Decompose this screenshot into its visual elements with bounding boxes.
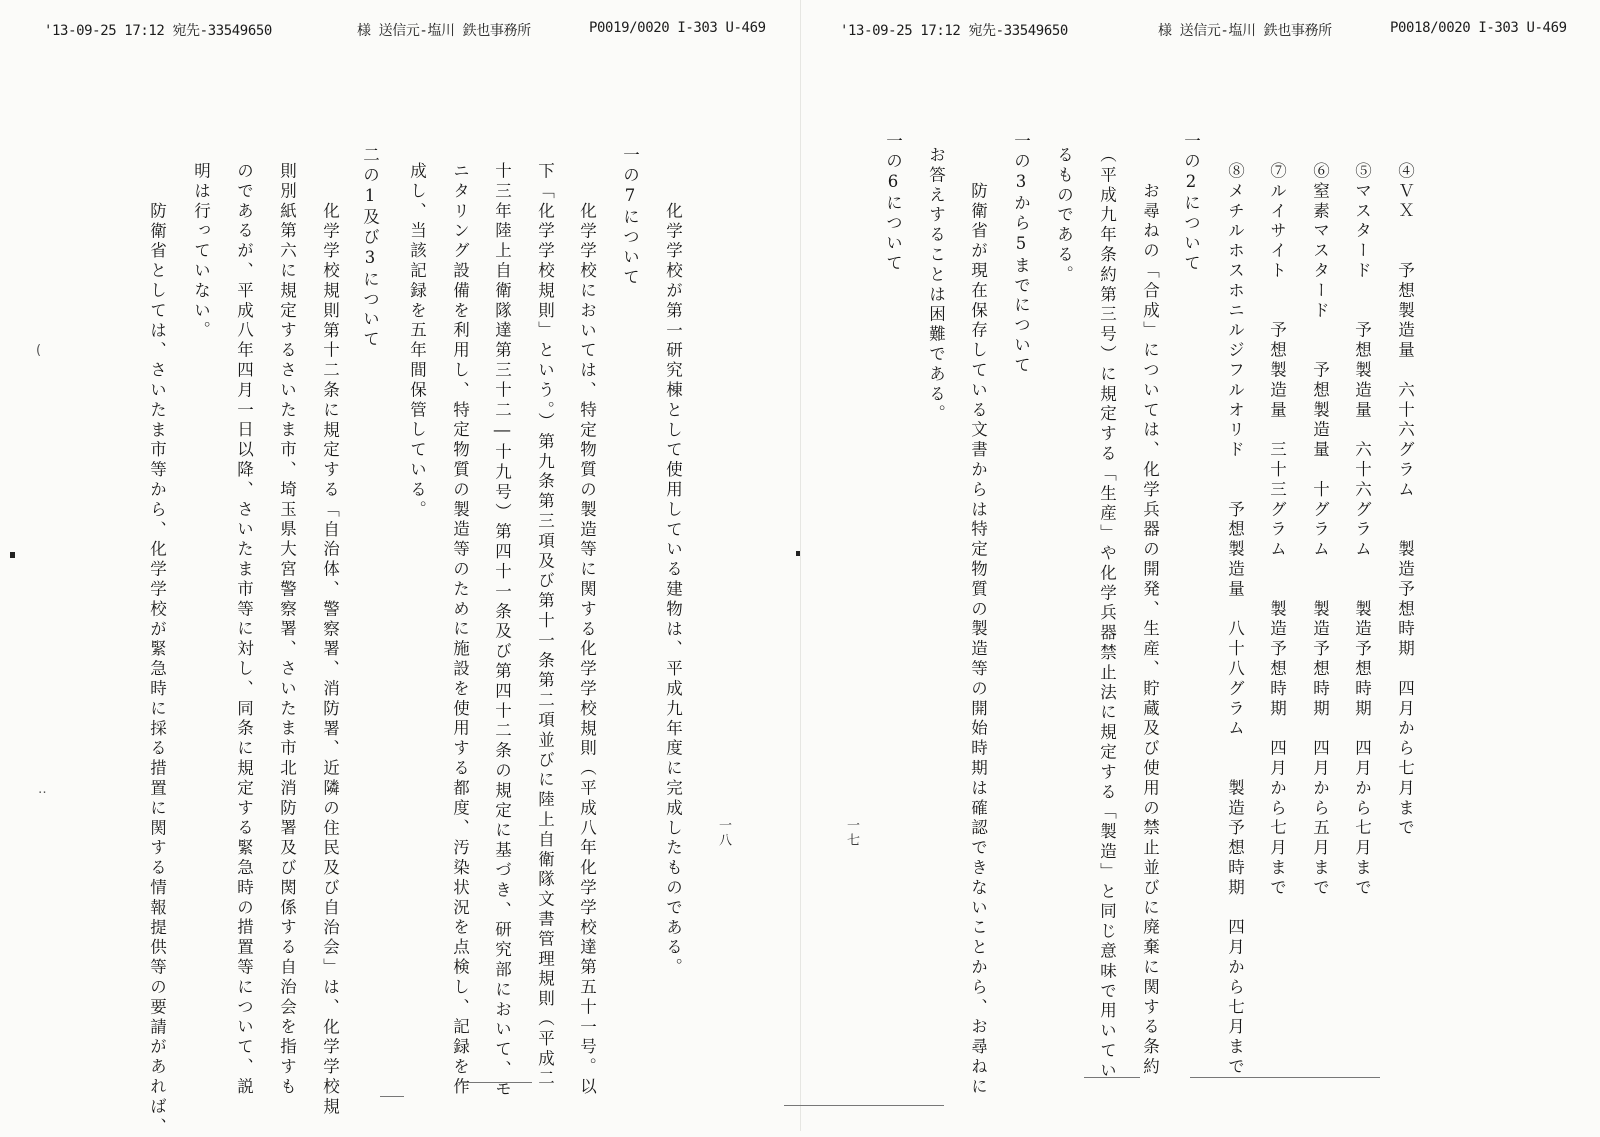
fax-header-right-sender: 様 送信元-塩川 鉄也事務所 (1158, 23, 1332, 39)
text-column: 下「化学学校規則」という。）第九条第三項及び第十一条第二項並びに陸上自衛隊文書管理規則（平成二 (535, 162, 555, 1090)
text-column: 化学学校規則第十二条に規定する「自治体、警察署、消防署、近隣の住民及び自治会」は、化学学校規 (320, 182, 340, 1118)
scan-speck (10, 552, 15, 558)
text-column: 成し、当該記録を五年間保管している。 (407, 162, 427, 521)
text-column: のであるが、平成八年四月一日以降、さいたま市等に対し、同条に規定する緊急時の措置等について、説 (234, 162, 254, 1098)
text-column: 則別紙第六に規定するさいたま市、埼玉県大宮警察署、さいたま市北消防署及び関係する自治会を指すも (277, 162, 297, 1098)
text-column: 化学学校においては、特定物質の製造等に関する化学学校規則（平成八年化学学校達第五十一号。以 (577, 182, 597, 1098)
text-column: 防衛省が現在保存している文書からは特定物質の製造等の開始時期は確認できないことから、お尋ねに (968, 162, 988, 1098)
fax-header-right-pages: P0018/0020 I-303 U-469 (1390, 20, 1567, 36)
section-heading: 一の3から5までについて (1011, 132, 1031, 376)
scan-line (380, 1096, 404, 1097)
text-column: お答えすることは困難である。 (926, 146, 946, 425)
scan-line (784, 1105, 944, 1106)
text-column: 十三年陸上自衛隊達第三十二―十九号）第四十一条及び第四十二条の規定に基づき、研究部において、モ (492, 162, 512, 1100)
list-item-nitrogen-mustard: ⑥窒素マスタード 予想製造量 十グラム 製造予想時期 四月から五月まで (1310, 162, 1330, 899)
section-heading: 一の2について (1181, 132, 1201, 274)
scan-speck: ( (36, 343, 42, 358)
text-column: 明は行っていない。 (191, 162, 211, 342)
page-number: 一七 (844, 818, 859, 848)
text-column: るものである。 (1054, 146, 1074, 286)
fax-header-left-timestamp: '13-09-25 17:12 宛先-33549650 (44, 23, 272, 39)
scan-line (1084, 1077, 1140, 1078)
section-heading: 二の1及び3について (360, 146, 380, 350)
scan-line (1190, 1077, 1380, 1078)
scan-speck (796, 551, 800, 556)
list-item-lewisite: ⑦ルイサイト 予想製造量 三十三グラム 製造予想時期 四月から七月まで (1267, 162, 1287, 899)
page-number: 一八 (716, 818, 731, 848)
scan-line (458, 1082, 532, 1083)
text-column: （平成九年条約第三号）に規定する「生産」や化学兵器禁止法に規定する「製造」と同じ意味で用いてい (1097, 146, 1117, 1082)
text-column: ニタリング設備を利用し、特定物質の製造等のために施設を使用する都度、汚染状況を点検し、記録を作 (450, 162, 470, 1098)
page-17 (800, 0, 1600, 1131)
fax-header-left-sender: 様 送信元-塩川 鉄也事務所 (357, 23, 531, 39)
fax-header-left-pages: P0019/0020 I-303 U-469 (589, 20, 766, 36)
list-item-methylphosphonyl-difluoride: ⑧メチルホスホニルジフルオリド 予想製造量 八十八グラム 製造予想時期 四月から七月まで (1225, 162, 1245, 1078)
text-column: お尋ねの「合成」については、化学兵器の開発、生産、貯蔵及び使用の禁止並びに廃棄に関する条約 (1140, 162, 1160, 1078)
section-heading: 一の7について (620, 146, 640, 288)
text-column: 防衛省としては、さいたま市等から、化学学校が緊急時に採る措置に関する情報提供等の要請があれば、 (147, 182, 167, 1137)
text-column: 化学学校が第一研究棟として使用している建物は、平成九年度に完成したものである。 (663, 182, 683, 978)
list-item-mustard: ⑤マスタード 予想製造量 六十六グラム 製造予想時期 四月から七月まで (1352, 162, 1372, 899)
section-heading: 一の6について (883, 132, 903, 274)
fax-header-right-timestamp: '13-09-25 17:12 宛先-33549650 (840, 23, 1068, 39)
list-item-vx: ④ＶＸ 予想製造量 六十六グラム 製造予想時期 四月から七月まで (1395, 162, 1415, 839)
scan-speck: ‥ (38, 782, 47, 797)
